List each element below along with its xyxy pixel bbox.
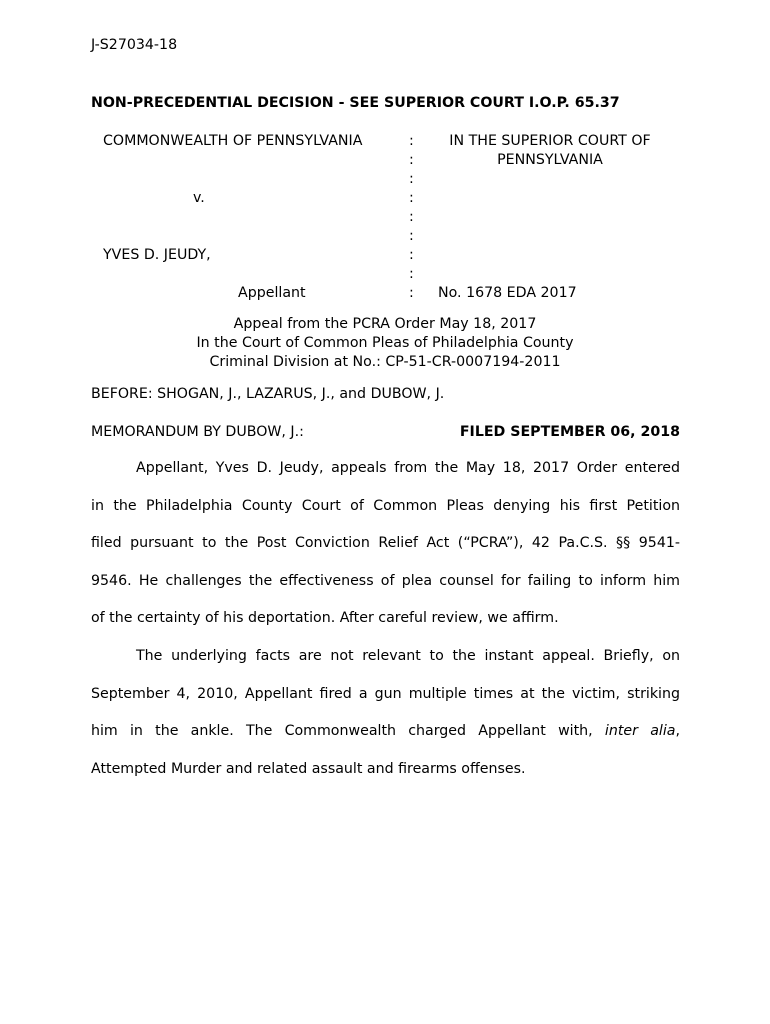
paragraph-line: of the certainty of his deportation. After careful review, we affirm.: [91, 610, 559, 627]
paragraph-line: Attempted Murder and related assault and firearms offenses.: [91, 760, 526, 777]
plaintiff-name: COMMONWEALTH OF PENNSYLVANIA: [103, 133, 363, 149]
panel-before: BEFORE: SHOGAN, J., LAZARUS, J., and DUBOW, J.: [91, 386, 445, 402]
paragraph-line: September 4, 2010, Appellant fired a gun multiple times at the victim, striking: [91, 685, 680, 702]
memorandum-author: MEMORANDUM BY DUBOW, J.:: [91, 424, 304, 440]
paragraph-line: filed pursuant to the Post Conviction Relief Act (“PCRA”), 42 Pa.C.S. §§ 9541-: [91, 535, 680, 552]
paragraph-line: Appellant, Yves D. Jeudy, appeals from the May 18, 2017 Order entered: [136, 460, 680, 476]
paragraph-line: in the Philadelphia County Court of Common Pleas denying his first Petition: [91, 497, 680, 514]
separator-colon: :: [409, 133, 414, 149]
separator-colon: :: [409, 228, 414, 244]
appeal-line-3: Criminal Division at No.: CP-51-CR-0007194-2011: [209, 354, 561, 370]
latin-phrase: inter alia: [604, 723, 676, 740]
appeal-line-1: Appeal from the PCRA Order May 18, 2017: [233, 316, 537, 332]
separator-colon: :: [409, 209, 414, 225]
paragraph-text: ,: [675, 723, 680, 740]
separator-colon: :: [409, 266, 414, 282]
paragraph-line: The underlying facts are not relevant to the instant appeal. Briefly, on: [136, 648, 680, 664]
appeal-line-2: In the Court of Common Pleas of Philadelphia County: [196, 335, 574, 351]
separator-colon: :: [409, 152, 414, 168]
paragraph-line: 9546. He challenges the effectiveness of plea counsel for failing to inform him: [91, 572, 680, 589]
separator-colon: :: [409, 285, 414, 301]
docket-code: J-S27034-18: [91, 37, 178, 53]
versus-label: v.: [193, 190, 205, 206]
docket-number: No. 1678 EDA 2017: [438, 285, 577, 301]
body-paragraph-1: [91, 450, 680, 638]
defendant-name: YVES D. JEUDY,: [103, 247, 211, 263]
separator-colon: :: [409, 247, 414, 263]
separator-colon: :: [409, 190, 414, 206]
court-name-line1: IN THE SUPERIOR COURT OF: [449, 133, 651, 149]
court-name-line2: PENNSYLVANIA: [497, 152, 603, 168]
filed-date: FILED SEPTEMBER 06, 2018: [459, 424, 680, 440]
paragraph-line: [91, 713, 680, 751]
decision-notice: NON-PRECEDENTIAL DECISION - SEE SUPERIOR COURT I.O.P. 65.37: [91, 95, 620, 111]
appellant-role: Appellant: [238, 285, 306, 301]
separator-colon: :: [409, 171, 414, 187]
paragraph-text: him in the ankle. The Commonwealth charged Appellant with,: [91, 723, 593, 740]
body-paragraph-2: [91, 638, 680, 788]
